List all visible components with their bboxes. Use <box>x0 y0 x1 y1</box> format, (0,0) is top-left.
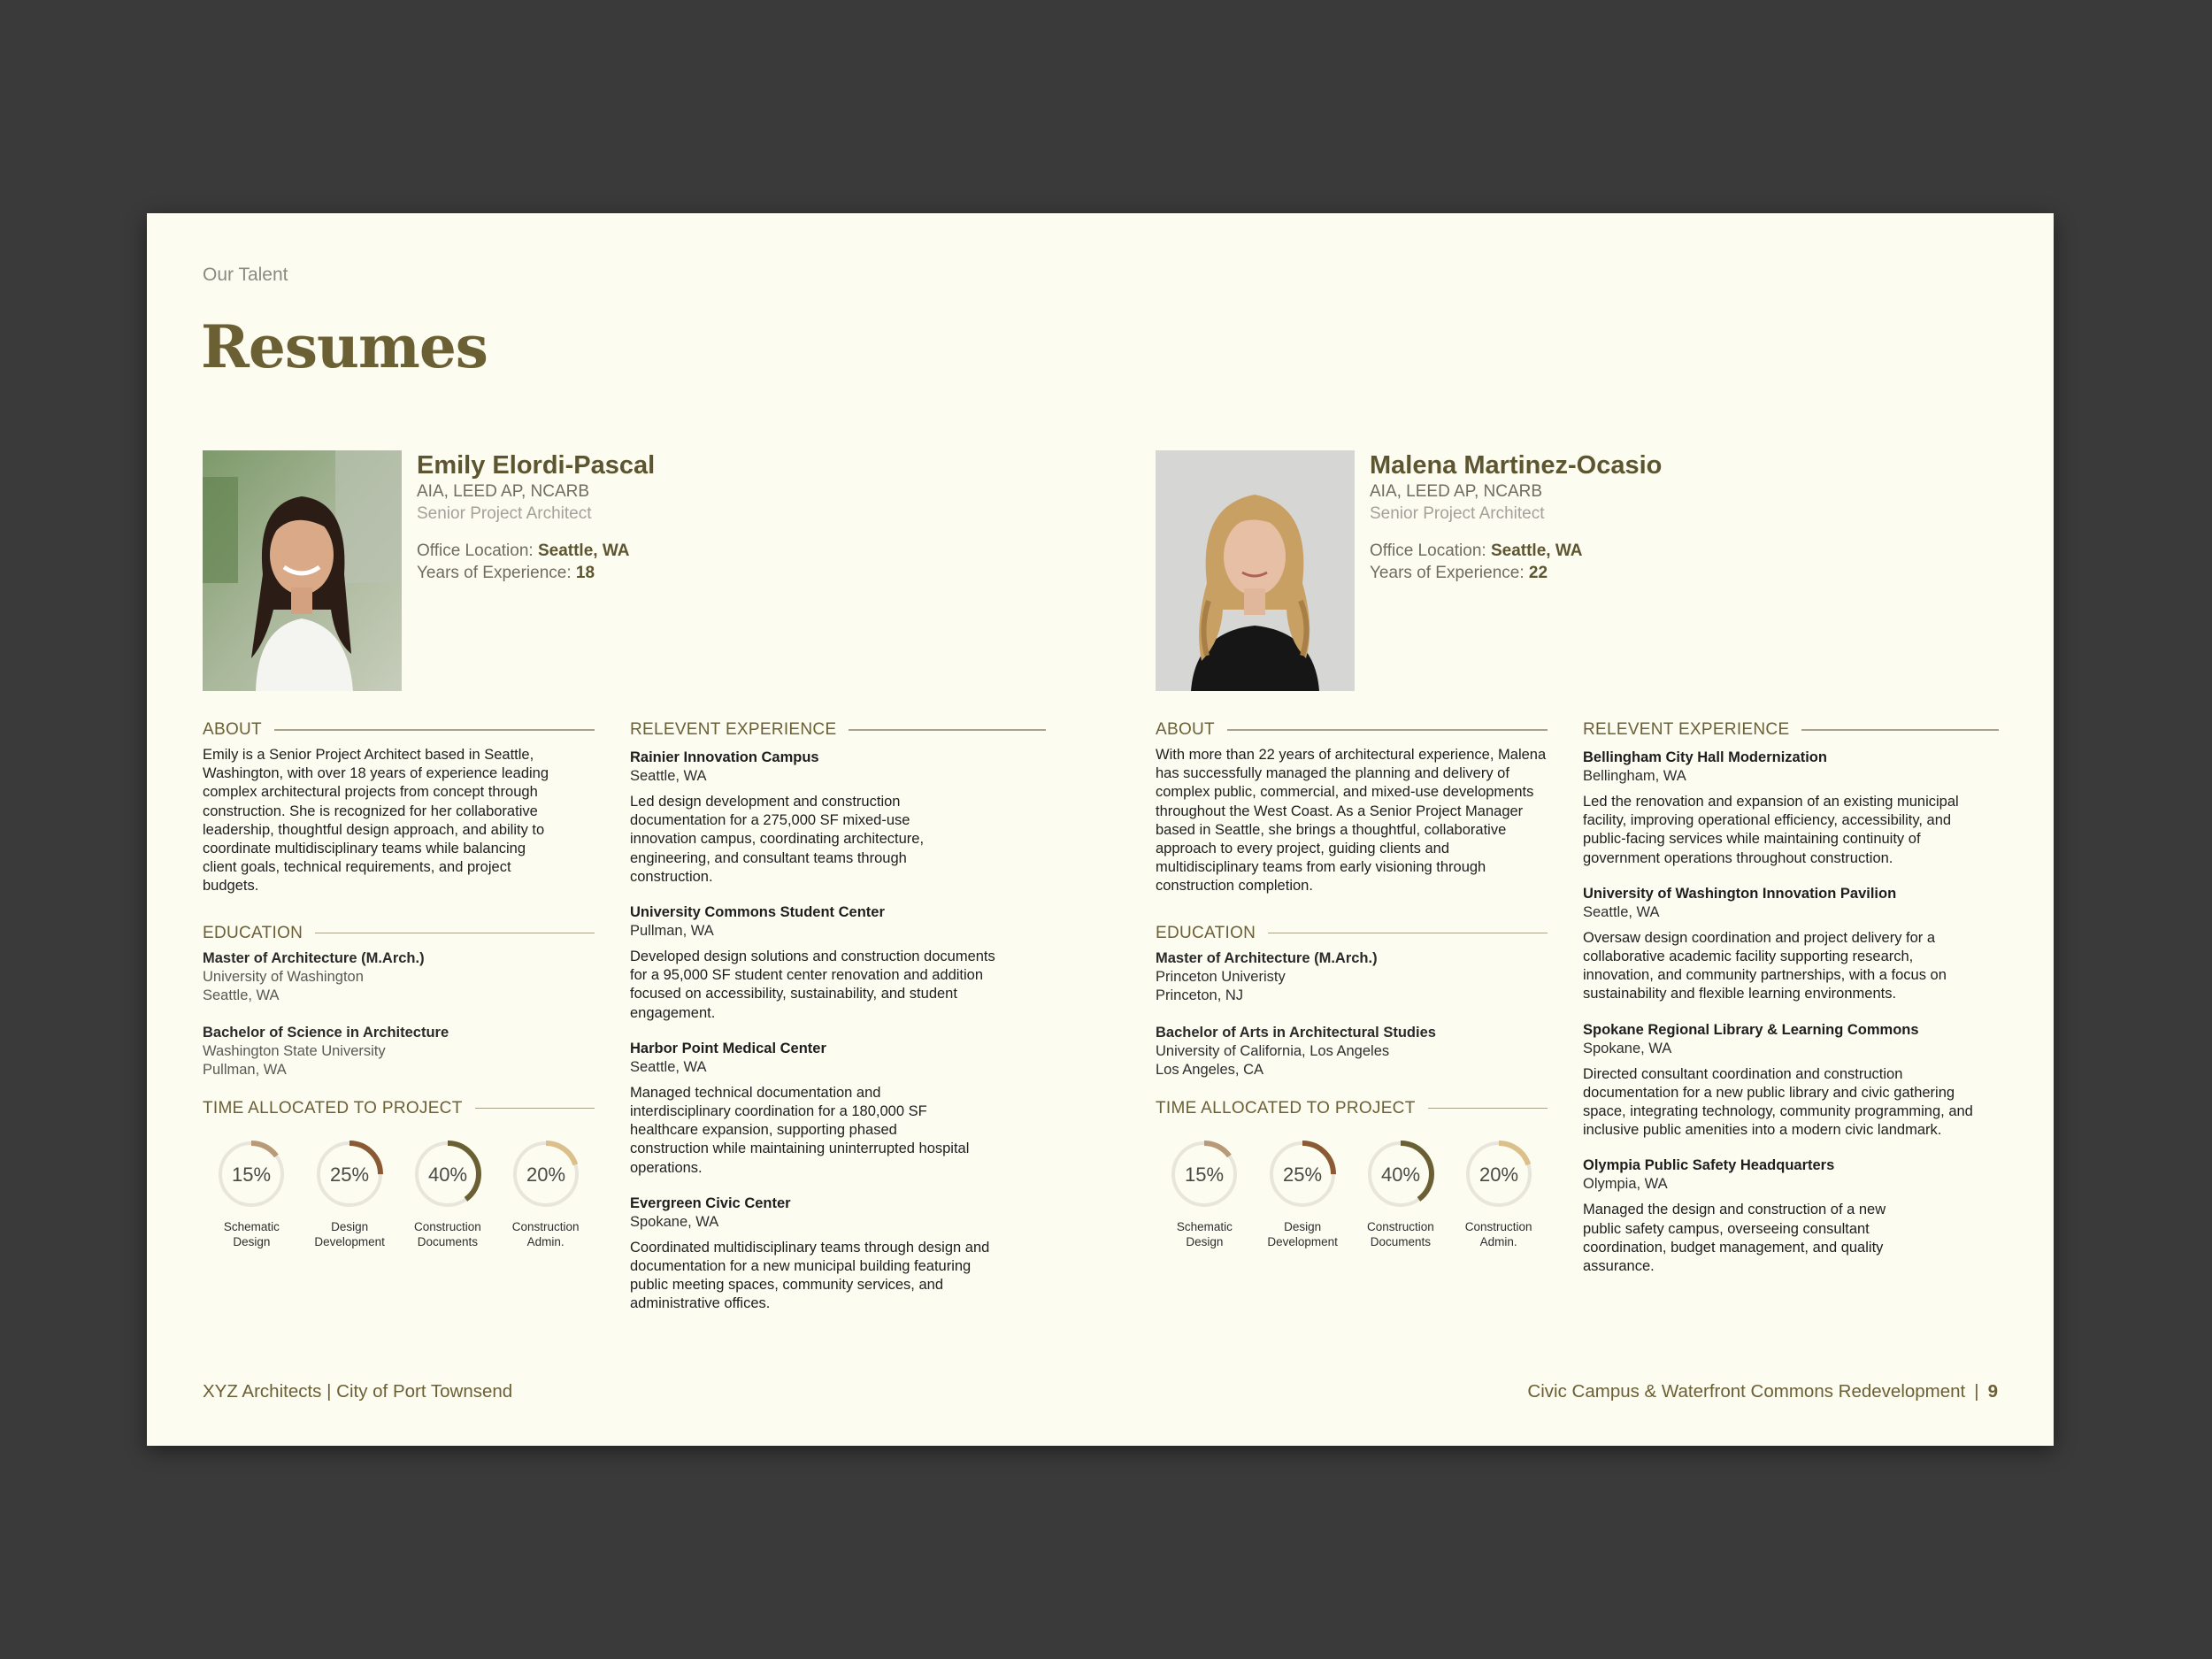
education-heading-text: EDUCATION <box>1156 923 1256 942</box>
project-location: Olympia, WA <box>1583 1176 1668 1193</box>
heading-rule <box>475 1108 595 1110</box>
dial-label <box>203 1219 300 1249</box>
right-column <box>1583 720 1999 1293</box>
about-heading-text: ABOUT <box>1156 720 1215 739</box>
profile-photo <box>1156 450 1355 691</box>
time-heading-text: TIME ALLOCATED TO PROJECT <box>203 1098 463 1118</box>
office-value: Seattle, WA <box>1490 541 1583 560</box>
education-heading <box>1156 924 1548 943</box>
dial-label <box>1254 1219 1351 1249</box>
project-description: Managed technical documentation and interdisciplinary coordination for a 180,000 SF healthcare expansion, supporting phased construction while maintaining uninterrupted hospital operations. <box>630 1084 970 1176</box>
time-dial <box>1449 1140 1548 1249</box>
donut-chart <box>1464 1140 1533 1209</box>
footer-separator: | <box>1974 1381 1979 1402</box>
project-description: Managed the design and construction of a new public safety campus, overseeing consultant coordination, budget management, and quality assurance. <box>1583 1202 1886 1275</box>
degree: Master of Architecture (M.Arch.) <box>1156 949 1378 966</box>
project-location: Seattle, WA <box>1583 903 1660 920</box>
dial-label-line: Documents <box>1370 1234 1432 1248</box>
school-location: Pullman, WA <box>203 1061 287 1078</box>
dial-label-line: Development <box>1267 1234 1338 1248</box>
experience-item <box>1583 1156 1999 1276</box>
project-name: Harbor Point Medical Center <box>630 1040 826 1056</box>
heading-rule <box>1801 729 1999 731</box>
dial-label-line: Construction <box>1366 1219 1434 1233</box>
project-location: Seattle, WA <box>630 768 707 784</box>
donut-value: 40% <box>1380 1163 1420 1186</box>
experience-item <box>630 1194 1046 1314</box>
profile-identity <box>417 450 655 584</box>
about-heading-text: ABOUT <box>203 720 262 739</box>
office-label: Office Location: <box>417 541 534 560</box>
experience-list <box>630 749 1046 1314</box>
dial-label-line: Documents <box>417 1234 479 1248</box>
experience-list <box>1583 749 1999 1276</box>
left-column <box>203 720 595 1249</box>
dial-label-line: Schematic <box>223 1219 280 1233</box>
dial-label-line: Design <box>331 1219 369 1233</box>
donut-chart <box>413 1140 482 1209</box>
footer-project-name: Civic Campus & Waterfront Commons Redevelopment <box>1527 1381 1966 1402</box>
donut-value: 20% <box>1479 1163 1518 1186</box>
experience-heading <box>630 720 1046 740</box>
profile-photo <box>203 450 402 691</box>
experience-heading-text: RELEVENT EXPERIENCE <box>630 720 837 739</box>
heading-rule <box>315 933 595 934</box>
project-name: University of Washington Innovation Pavilion <box>1583 885 1897 902</box>
profile-identity <box>1370 450 1662 584</box>
donut-chart <box>1170 1140 1239 1209</box>
profile-name: Emily Elordi-Pascal <box>417 451 656 480</box>
heading-rule <box>274 729 595 731</box>
project-description: Directed consultant coordination and construction documentation for a new public library and civic gathering space, integrating technology, community programming, and inclusive public amenities into a modern civic landmark. <box>1583 1065 1973 1139</box>
dial-label-line: Construction <box>1464 1219 1532 1233</box>
education-item <box>203 1024 595 1079</box>
experience-item <box>630 903 1046 1023</box>
time-dial <box>399 1140 497 1249</box>
project-description: Led design development and construction documentation for a 275,000 SF mixed-use innovation campus, coordinating architecture, engineering, and consultant teams through construction. <box>630 794 925 885</box>
education-item <box>1156 949 1548 1005</box>
about-text: With more than 22 years of architectural experience, Malena has successfully managed the planning and delivery of complex public, commercial, and mixed-use developments throughout the West Coast. As a Senior Project Manager based in Seattle, she brings a thoughtful, collaborative approach to every project, guiding clients and multidisciplinary teams from early visioning through construction completion. <box>1156 747 1547 895</box>
dial-label-line: Admin. <box>1479 1234 1517 1248</box>
degree: Master of Architecture (M.Arch.) <box>203 949 425 966</box>
dial-label-line: Schematic <box>1176 1219 1233 1233</box>
donut-chart <box>315 1140 384 1209</box>
profile-name: Malena Martinez-Ocasio <box>1370 451 1663 480</box>
donut-chart <box>511 1140 580 1209</box>
project-location: Seattle, WA <box>630 1058 707 1075</box>
heading-rule <box>849 729 1046 731</box>
profile-credentials: AIA, LEED AP, NCARB <box>1370 482 1543 501</box>
time-dial <box>1156 1140 1254 1249</box>
dial-label-line: Admin. <box>526 1234 565 1248</box>
donut-value: 15% <box>1185 1163 1225 1186</box>
donut-chart <box>1366 1140 1435 1209</box>
time-dial <box>203 1140 301 1249</box>
section-eyebrow: Our Talent <box>203 265 288 285</box>
experience-item <box>1583 885 1999 1004</box>
education-heading-text: EDUCATION <box>203 923 303 942</box>
about-heading <box>203 720 595 740</box>
time-dial <box>301 1140 399 1249</box>
project-location: Spokane, WA <box>630 1213 719 1230</box>
heading-rule <box>1227 729 1548 731</box>
school: Princeton Univeristy <box>1156 968 1286 985</box>
left-column <box>1156 720 1548 1249</box>
project-description: Led the renovation and expansion of an existing municipal facility, improving operational efficiency, accessibility, and public-facing services while maintaining continuity of government operations throughout construction. <box>1583 794 1959 866</box>
dial-label-line: Design <box>233 1234 271 1248</box>
dial-label-line: Development <box>314 1234 385 1248</box>
office-label: Office Location: <box>1370 541 1486 560</box>
donut-chart <box>217 1140 286 1209</box>
about-text: Emily is a Senior Project Architect based in Seattle, Washington, with over 18 years of experience leading complex architectural projects from concept through construction. She is recognized for her collaborative leadership, thoughtful design approach, and ability to coordinate multidisciplinary teams while balancing client goals, technical requirements, and project budgets. <box>203 747 549 895</box>
school-location: Seattle, WA <box>203 987 280 1003</box>
years-label: Years of Experience: <box>1370 564 1525 582</box>
experience-heading <box>1583 720 1999 740</box>
school: University of Washington <box>203 968 364 985</box>
project-location: Pullman, WA <box>630 923 714 940</box>
project-name: Rainier Innovation Campus <box>630 749 819 765</box>
donut-value: 40% <box>427 1163 467 1186</box>
years-experience <box>1370 562 1662 584</box>
experience-item <box>630 749 1046 887</box>
project-description: Coordinated multidisciplinary teams through design and documentation for a new municipal building featuring public meeting spaces, community services, and administrative offices. <box>630 1239 990 1312</box>
project-name: Bellingham City Hall Modernization <box>1583 749 1827 765</box>
time-dial <box>496 1140 595 1249</box>
office-location <box>1370 540 1662 562</box>
years-value: 22 <box>1528 564 1548 582</box>
page-title: Resumes <box>201 312 488 381</box>
dial-label-line: Construction <box>413 1219 481 1233</box>
time-heading <box>203 1099 595 1118</box>
dial-label <box>399 1219 496 1249</box>
experience-heading-text: RELEVENT EXPERIENCE <box>1583 720 1790 739</box>
page-number: 9 <box>1987 1381 1998 1402</box>
dial-label <box>1156 1219 1253 1249</box>
dial-label <box>1450 1219 1548 1249</box>
project-name: Olympia Public Safety Headquarters <box>1583 1157 1835 1174</box>
experience-item <box>1583 1021 1999 1141</box>
years-experience <box>417 562 655 584</box>
heading-rule <box>1428 1108 1548 1110</box>
donut-value: 25% <box>1283 1163 1323 1186</box>
time-heading <box>1156 1099 1548 1118</box>
donut-value: 15% <box>232 1163 272 1186</box>
time-heading-text: TIME ALLOCATED TO PROJECT <box>1156 1098 1416 1118</box>
profile-role: Senior Project Architect <box>417 504 592 523</box>
donut-chart <box>1268 1140 1337 1209</box>
education-item <box>203 949 595 1005</box>
project-description: Developed design solutions and construction documents for a 95,000 SF student center renovation and addition focused on accessibility, sustainability, and student engagement. <box>630 949 995 1021</box>
time-dial <box>1254 1140 1352 1249</box>
footer-project <box>1527 1381 1998 1402</box>
office-value: Seattle, WA <box>537 541 630 560</box>
education-item <box>1156 1024 1548 1079</box>
dial-label <box>301 1219 398 1249</box>
experience-item <box>630 1040 1046 1178</box>
years-value: 18 <box>575 564 595 582</box>
school-location: Los Angeles, CA <box>1156 1061 1263 1078</box>
project-name: Spokane Regional Library & Learning Commons <box>1583 1021 1919 1038</box>
resume-page <box>147 213 2054 1446</box>
dial-label-line: Design <box>1284 1219 1322 1233</box>
project-location: Spokane, WA <box>1583 1040 1672 1056</box>
dial-label <box>497 1219 595 1249</box>
office-location <box>417 540 655 562</box>
dial-label <box>1352 1219 1449 1249</box>
profile-credentials: AIA, LEED AP, NCARB <box>417 482 590 501</box>
school: University of California, Los Angeles <box>1156 1042 1390 1059</box>
donut-value: 20% <box>526 1163 565 1186</box>
project-description: Oversaw design coordination and project delivery for a collaborative academic facility supporting research, innovation, and community partnerships, with a focus on sustainability and flexible learning environments. <box>1583 929 1947 1002</box>
education-heading <box>203 924 595 943</box>
degree: Bachelor of Arts in Architectural Studies <box>1156 1024 1436 1041</box>
school-location: Princeton, NJ <box>1156 987 1244 1003</box>
time-dial <box>1352 1140 1450 1249</box>
profile-card <box>203 450 1158 1362</box>
project-name: Evergreen Civic Center <box>630 1194 791 1211</box>
footer-firm: XYZ Architects | City of Port Townsend <box>203 1381 513 1402</box>
right-column <box>630 720 1046 1331</box>
time-allocation-dials <box>1156 1140 1548 1249</box>
donut-value: 25% <box>330 1163 370 1186</box>
about-heading <box>1156 720 1548 740</box>
degree: Bachelor of Science in Architecture <box>203 1024 449 1041</box>
heading-rule <box>1268 933 1548 934</box>
dial-label-line: Design <box>1186 1234 1224 1248</box>
dial-label-line: Construction <box>511 1219 580 1233</box>
profile-role: Senior Project Architect <box>1370 504 1545 523</box>
years-label: Years of Experience: <box>417 564 572 582</box>
project-name: University Commons Student Center <box>630 904 885 921</box>
experience-item <box>1583 749 1999 868</box>
profile-card <box>1156 450 2111 1362</box>
time-allocation-dials <box>203 1140 595 1249</box>
project-location: Bellingham, WA <box>1583 768 1686 784</box>
school: Washington State University <box>203 1042 386 1059</box>
